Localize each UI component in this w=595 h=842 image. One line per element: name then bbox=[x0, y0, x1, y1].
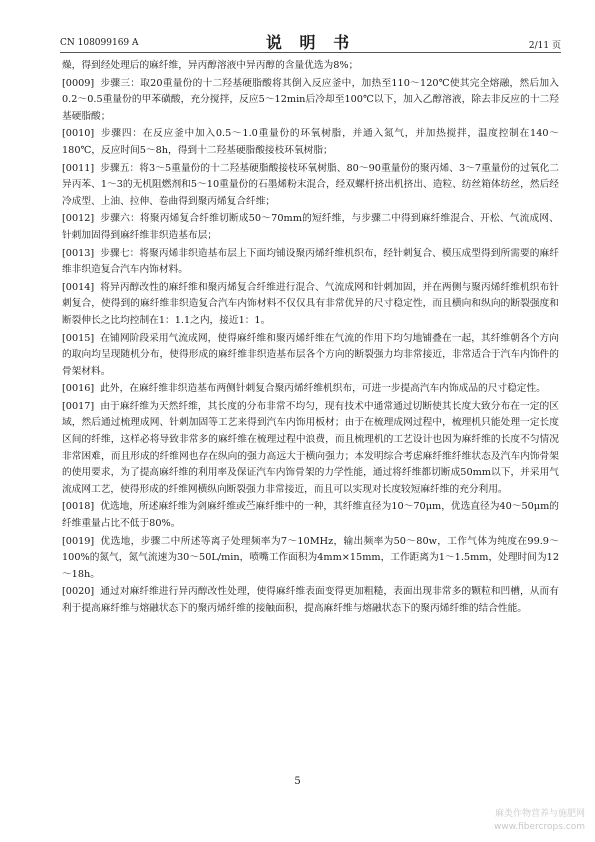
paragraph-text: 将异丙醇改性的麻纤维和聚丙烯复合纤维进行混合、气流成网和针刺加固，并在两侧与聚丙烯纤维机织布针刺复合，使得到的麻纤维非织造复合汽车内饰材料不仅仅具有非常优异的尺寸稳定性，而且横向和纵向的断裂强度和断裂伸长之比均控制在1：1.1之内，接近1：1。 bbox=[62, 281, 559, 326]
paragraph bbox=[62, 499, 559, 532]
paragraph-text: 由于麻纤维为天然纤维，其长度的分布非常不均匀，现有技术中通常通过切断使其长度大致分布在一定的区域，然后通过梳理成网、针刺加固等工艺来得到汽车内饰用板材；由于在梳理成网过程中，梳理机只能处理一定长度区间的纤维，这样必将导致非常多的麻纤维在梳理过程中浪费，而且梳理机的工艺设计也因为麻纤维的长度不匀情况非常困难，而且形成的纤维网也存在纵向的强力高远大于横向强力；本发明综合考虑麻纤维纤维状态及汽车内饰骨架的使用要求，为了提高麻纤维的利用率及保证汽车内饰骨架的力学性能，通过将纤维都切断成50mm以下，并采用气流成网工艺，使得形成的纤维网横纵向断裂强力非常接近，而且可以实现对长度较短麻纤维的充分利用。 bbox=[62, 400, 559, 495]
page-header bbox=[60, 30, 561, 50]
paragraph bbox=[62, 399, 559, 499]
paragraph bbox=[62, 331, 559, 381]
patent-number: CN 108099169 A bbox=[60, 38, 139, 48]
paragraph-number: [0012] bbox=[62, 213, 95, 225]
paragraph-number: [0019] bbox=[62, 535, 95, 547]
document-title: 说 明 书 bbox=[265, 33, 356, 52]
paragraph bbox=[62, 211, 559, 244]
header-divider bbox=[60, 52, 561, 53]
paragraph bbox=[62, 58, 559, 75]
paragraph bbox=[62, 534, 559, 584]
watermark-url: www.fibercrops.com bbox=[494, 822, 585, 832]
page-counter: 2/11 页 bbox=[528, 41, 561, 51]
paragraph-text: 在铺网阶段采用气流成网，使得麻纤维和聚丙烯纤维在气流的作用下均匀地铺叠在一起，其纤维朝各个方向的取向均呈现随机分布，使得形成的麻纤维非织造基布层各个方向的断裂强力均非常接近，非常适合于汽车内饰件的骨架材料。 bbox=[62, 332, 559, 377]
paragraph-text: 通过对麻纤维进行异丙醇改性处理，使得麻纤维表面变得更加粗糙，表面出现非常多的颗粒和凹槽，从而有利于提高麻纤维与熔融状态下的聚丙烯纤维的接触面积，提高麻纤维与熔融状态下的聚丙烯纤维的结合性能。 bbox=[62, 586, 559, 614]
paragraph-number: [0014] bbox=[62, 281, 95, 293]
paragraph-number: [0010] bbox=[62, 128, 95, 140]
paragraph-text: 此外，在麻纤维非织造基布两侧针刺复合聚丙烯纤维机织布，可进一步提高汽车内饰成品的尺寸稳定性。 bbox=[100, 383, 546, 395]
paragraph bbox=[62, 246, 559, 279]
paragraph-text: 燥，得到经处理后的麻纤维，异丙醇溶液中异丙醇的含量优选为8%； bbox=[62, 60, 359, 71]
paragraph-number: [0016] bbox=[62, 383, 95, 395]
paragraph-text: 步骤五：将3～5重量份的十二羟基硬脂酸接枝环氧树脂、80～90重量份的聚丙烯、3～7重量份的过氧化二异丙苯、1～3的无机阻燃剂和5～10重量份的石墨烯粉末混合，经双螺杆挤出机挤出、造粒、纺丝箱体纺丝，然后经冷成型、上油、拉伸、卷曲得到聚丙烯复合纤维； bbox=[62, 162, 559, 207]
paragraph-number: [0011] bbox=[62, 162, 95, 174]
paragraph bbox=[62, 584, 559, 617]
paragraph-text: 步骤七：将聚丙烯非织造基布层上下面均铺设聚丙烯纤维机织布，经针刺复合、模压成型得到所需要的麻纤维非织造复合汽车内饰材料。 bbox=[62, 247, 559, 276]
paragraph bbox=[62, 280, 559, 330]
paragraph bbox=[62, 126, 559, 159]
paragraph-number: [0020] bbox=[62, 586, 95, 598]
paragraph-number: [0015] bbox=[62, 332, 95, 344]
paragraph-number: [0018] bbox=[62, 501, 95, 513]
watermark bbox=[494, 808, 585, 834]
document-body bbox=[62, 58, 559, 619]
paragraph bbox=[62, 161, 559, 211]
paragraph-text: 优选地，步骤二中所述等离子处理频率为7～10MHz，输出频率为50～80w，工作气体为纯度在99.9～100%的氮气，氮气流速为30～50L/min，喷嘴工作面积为4mm×15mm，工作距离为1～1.5mm，处理时间为12～18h。 bbox=[62, 535, 559, 580]
paragraph-text: 步骤六：将聚丙烯复合纤维切断成50～70mm的短纤维，与步骤二中得到麻纤维混合、开松、气流成网、针刺加固得到麻纤维非织造基布层； bbox=[62, 213, 559, 241]
paragraph bbox=[62, 381, 559, 398]
paragraph-number: [0009] bbox=[62, 77, 95, 89]
paragraph-text: 步骤三：取20重量份的十二羟基硬脂酸将其倒入反应釜中，加热至110～120℃使其完全熔融，然后加入0.2～0.5重量份的甲苯磺酸，充分搅拌，反应5～12min后冷却至100℃以下，加入乙醇溶液，除去非反应的十二羟基硬脂酸； bbox=[62, 77, 559, 122]
page-number: 5 bbox=[294, 776, 301, 787]
watermark-site-name: 麻类作物营养与施肥网 bbox=[494, 809, 585, 819]
paragraph-text: 步骤四：在反应釜中加入0.5～1.0重量份的环氧树脂，并通入氮气，并加热搅拌，温度控制在140～180℃，反应时间5～8h，得到十二羟基硬脂酸接枝环氧树脂； bbox=[62, 128, 559, 156]
paragraph-number: [0017] bbox=[62, 400, 95, 412]
paragraph bbox=[62, 76, 559, 126]
paragraph-text: 优选地，所述麻纤维为剑麻纤维或苎麻纤维中的一种，其纤维直径为10～70μm，优选直径为40～50μm的纤维重量占比不低于80%。 bbox=[62, 501, 559, 530]
paragraph-number: [0013] bbox=[62, 247, 95, 259]
